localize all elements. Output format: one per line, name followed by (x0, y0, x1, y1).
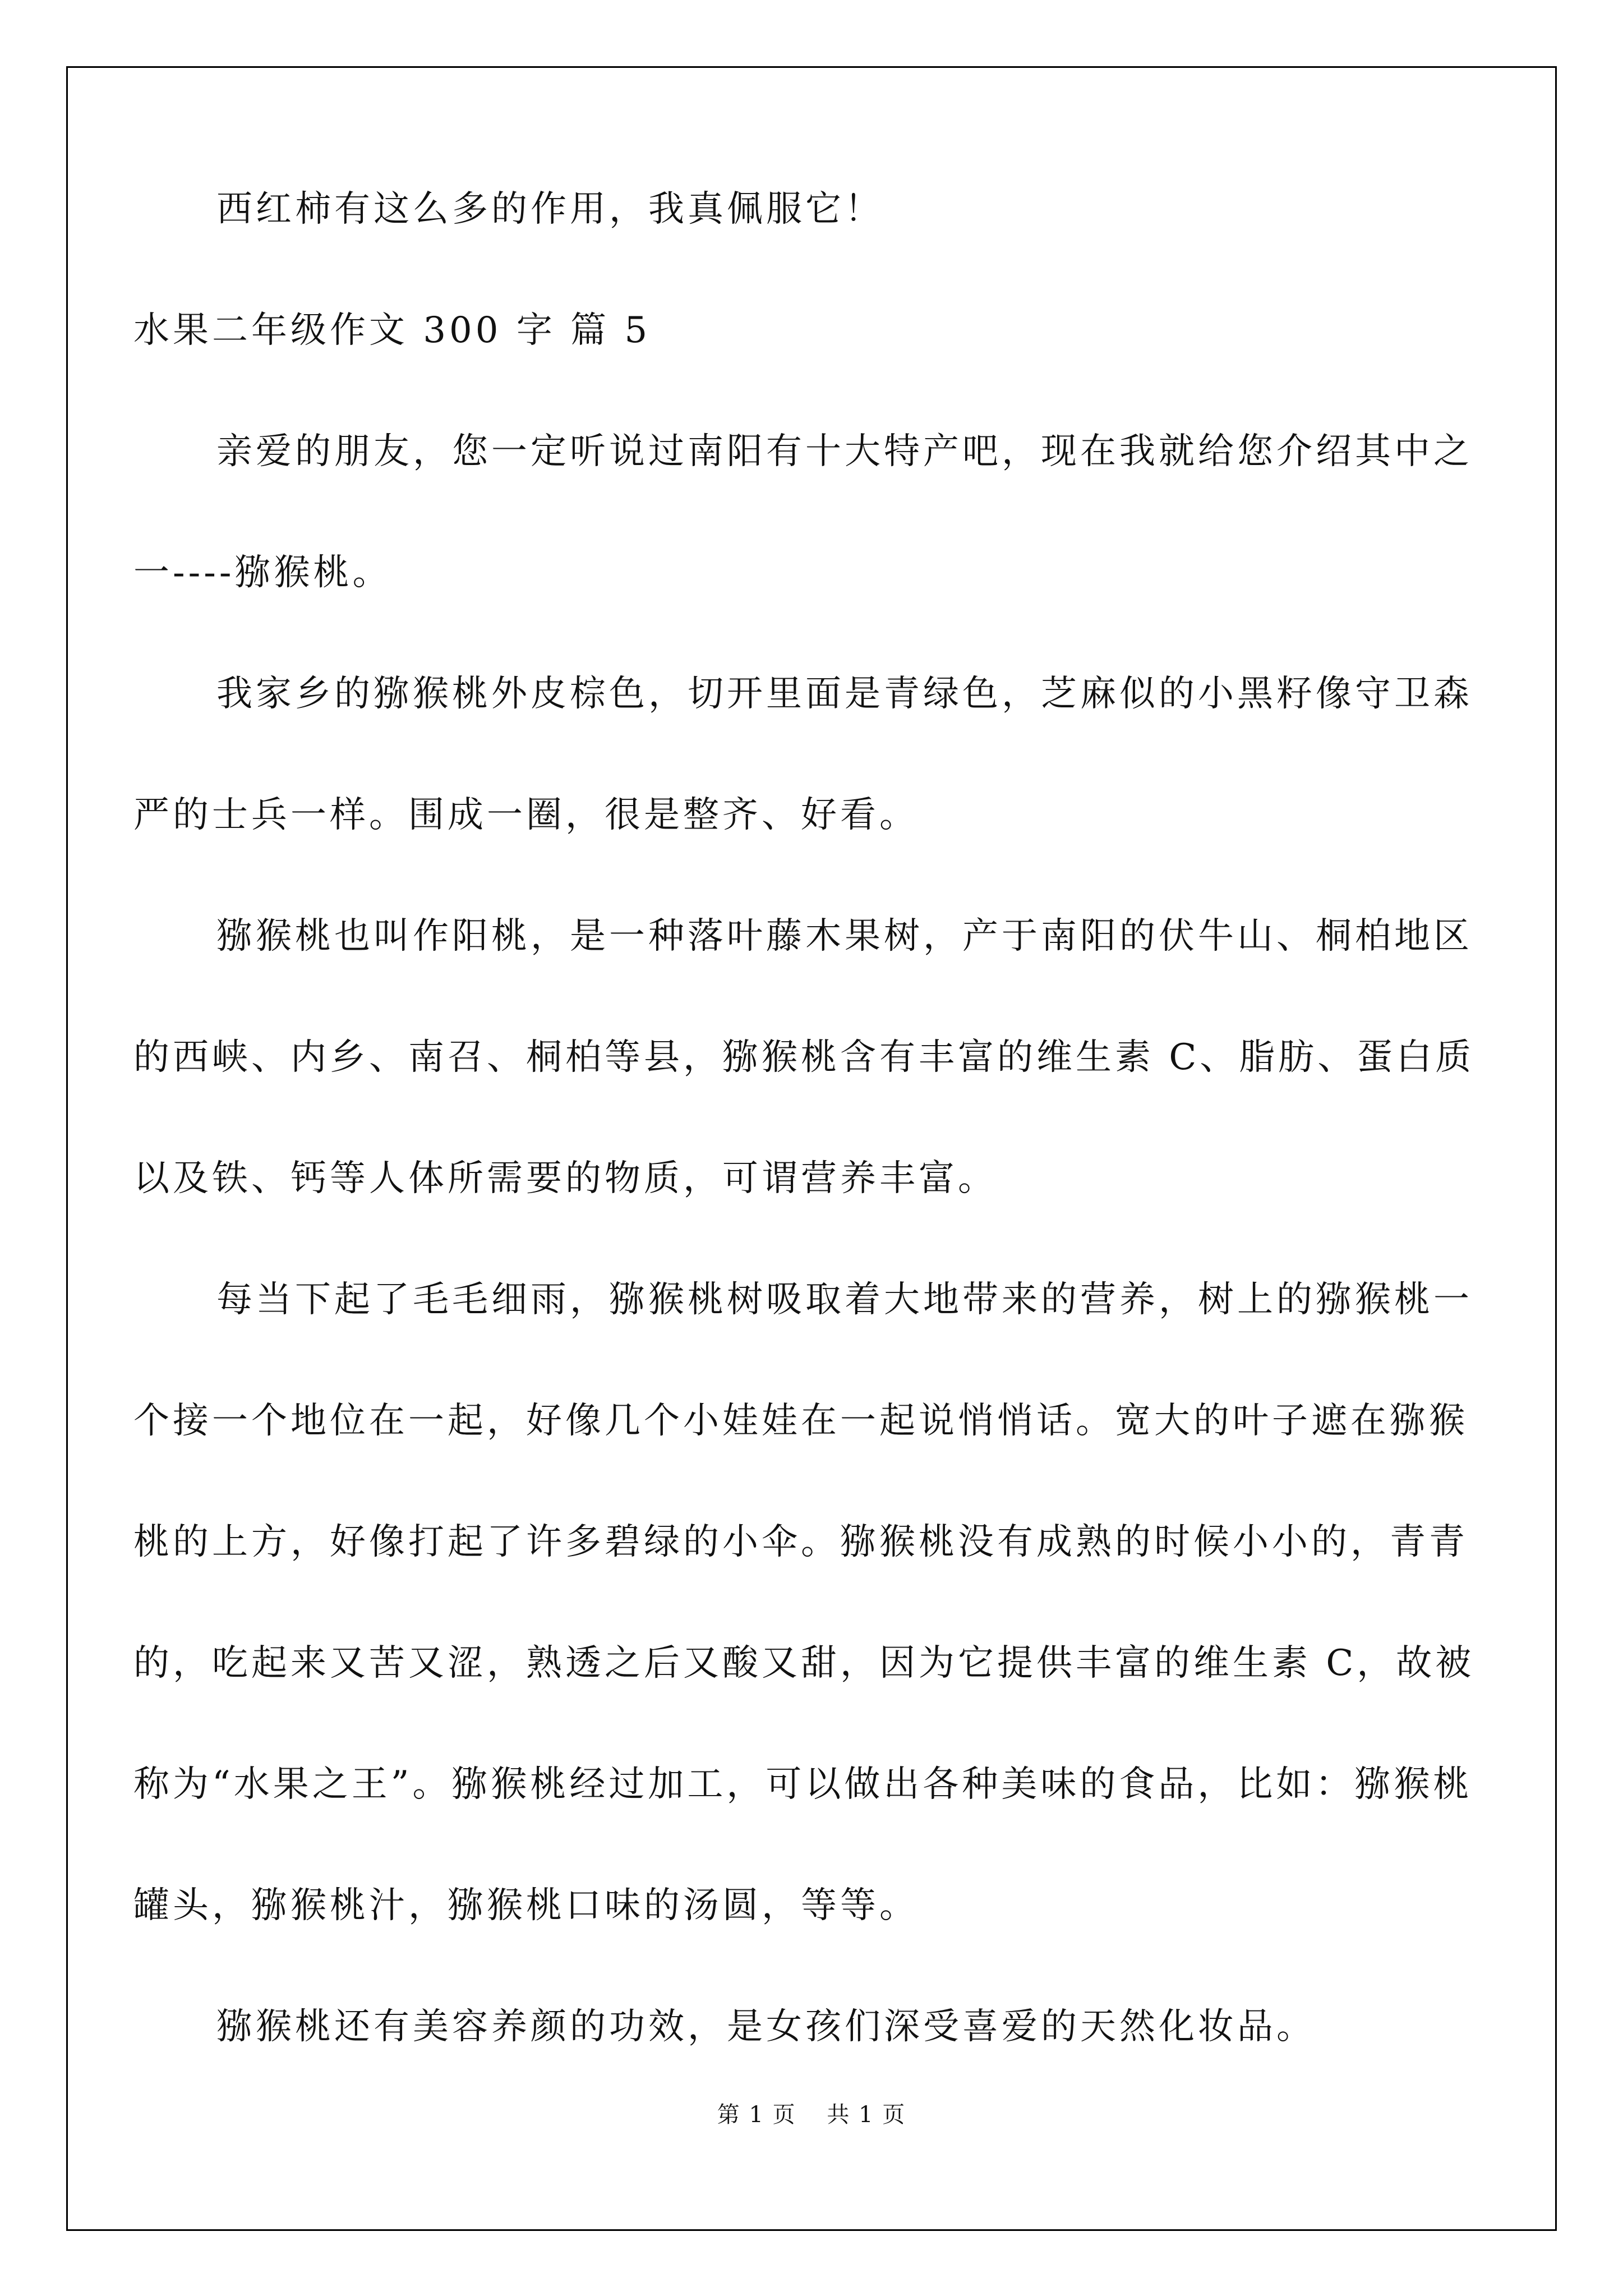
paragraph-tomato-conclusion: 西红柿有这么多的作用，我真佩服它！ (216, 188, 884, 230)
paragraph-origin: 猕猴桃也叫作阳桃，是一种落叶藤木果树，产于南阳的伏牛山、桐柏地区的西峡、内乡、南召、桐柏等县，猕猴桃含有丰富的维生素 C、脂肪、蛋白质以及铁、钙等人体所需要的物质，可谓营养丰富。 (133, 915, 1475, 1199)
paragraph-beauty: 猕猴桃还有美容养颜的功效，是女孩们深受喜爱的天然化妆品。 (216, 2006, 1316, 2047)
page-number: 第 1 页 (717, 2102, 796, 2128)
page-footer (0, 2098, 1623, 2132)
paragraph-intro: 亲爱的朋友，您一定听说过南阳有十大特产吧，现在我就给您介绍其中之一----猕猴桃。 (133, 431, 1473, 593)
document-body (133, 149, 1485, 2087)
paragraph-appearance: 我家乡的猕猴桃外皮棕色，切开里面是青绿色，芝麻似的小黑籽像守卫森严的士兵一样。围成一圈，很是整齐、好看。 (133, 673, 1473, 836)
page-total: 共 1 页 (827, 2102, 906, 2128)
paragraph-growth: 每当下起了毛毛细雨，猕猴桃树吸取着大地带来的营养，树上的猕猴桃一个接一个地位在一起，好像几个小娃娃在一起说悄悄话。宽大的叶子遮在猕猴桃的上方，好像打起了许多碧绿的小伞。猕猴桃没有成熟的时候小小的，青青的，吃起来又苦又涩，熟透之后又酸又甜，因为它提供丰富的维生素 C，故被称为“水果之王”。猕猴桃经过加工，可以做出各种美味的食品，比如：猕猴桃罐头，猕猴桃汁，猕猴桃口味的汤圆，等等。 (133, 1279, 1475, 1926)
essay-heading: 水果二年级作文 300 字 篇 5 (133, 310, 651, 351)
